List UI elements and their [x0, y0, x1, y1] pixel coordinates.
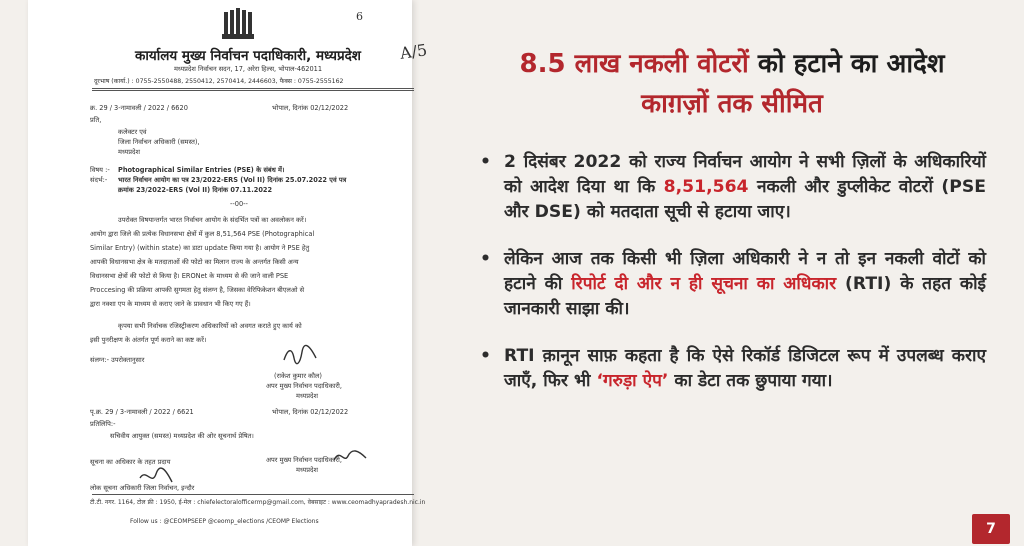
- body-line: कृपया सभी निर्वाचक रजिस्ट्रीकरण अधिकारियों को अवगत कराते हुए कार्य को: [118, 322, 302, 330]
- letter-date: भोपाल, दिनांक 02/12/2022: [272, 104, 349, 112]
- office-phone: दूरभाष (कार्या.) : 0755-2550488, 2550412, 2570414, 2446603, फैक्स : 0755-2555162: [94, 78, 344, 85]
- office-address: मध्यप्रदेश निर्वाचन सदन, 17, अरेरा हिल्स, भोपाल-462011: [173, 65, 323, 73]
- slide-title-line-1: [452, 44, 1012, 80]
- election-commission-logo-icon: [218, 8, 258, 42]
- bullet-marker: •: [480, 346, 491, 366]
- bullet-item: [478, 150, 986, 225]
- bullet-marker: •: [480, 249, 491, 269]
- bullet-text: का डेटा तक छुपाया गया।: [668, 371, 833, 391]
- office-title: कार्यालय मुख्य निर्वाचन पदाधिकारी, मध्यप्रदेश: [135, 48, 361, 64]
- to-label: प्रति,: [90, 116, 102, 124]
- signer2-state: मध्यप्रदेश: [296, 466, 318, 474]
- letter2-date: भोपाल, दिनांक 02/12/2022: [272, 408, 349, 416]
- slide-title-line-2: काग़ज़ों तक सीमित: [641, 89, 823, 119]
- bullet-text: RTI क़ानून साफ़ कहता है कि ऐसे रिकॉर्ड डिजिटल रूप में उपलब्ध कराए जाएँ, फिर भी: [504, 346, 986, 391]
- footer-contact: टी.टी. नगर. 1164, टोल फ्री : 1950, ई-मेल : chiefelectoralofficermp@gmail.com, वेबसाइट : www.ceomadhyapradesh.nic.in: [90, 499, 426, 506]
- lower-stamp: लोक सूचना अधिकारी जिला निर्वाचन, इन्दौर: [90, 484, 195, 492]
- reference-text-1: भारत निर्वाचन आयोग का पत्र 23/2022-ERS (Vol II) दिनांक 25.07.2022 एवं पत्र: [118, 176, 347, 184]
- bullet-text: 2 दिसंबर 2022 को राज्य निर्वाचन आयोग ने सभी ज़िलों के अधिकारियों को आदेश दिया था कि: [504, 152, 986, 197]
- body-line: विधानसभा क्षेत्रों की फोटो से किया है। ERONet के माध्यम से की जाने वाली PSE: [90, 272, 289, 280]
- handwritten-initials: A/5: [398, 40, 429, 63]
- body-line: आपकी विधानसभा क्षेत्र के मतदाताओं की फोटो का मिलान राज्य के अन्तर्गत किसी अन्य: [90, 258, 299, 266]
- footer-rule: [92, 494, 414, 495]
- bullet-text: लेकिन आज तक किसी भी ज़िला अधिकारी ने न तो इन नकली वोटों को हटाने की: [504, 249, 986, 294]
- bullet-text: (RTI) के तहत कोई जानकारी साझा की।: [504, 274, 986, 319]
- subject-label: विषय :-: [90, 166, 110, 174]
- body-line: आयोग द्वारा जिले की प्रत्येक विधानसभा क्षेत्रों में कुल 8,51,564 PSE (Photographical: [90, 230, 315, 238]
- signature-image: [282, 344, 318, 366]
- reference-label: संदर्भ:-: [90, 176, 108, 184]
- title-red-part: 8.5 लाख नकली वोटरों: [519, 49, 749, 79]
- header-rule: [92, 88, 414, 89]
- copy-text: सचिवीय आयुक्त (समस्त) मध्यप्रदेश की ओर सूचनार्थ प्रेषित।: [110, 432, 254, 440]
- rti-stamp: सूचना का अधिकार के तहत प्रदाय: [90, 458, 171, 466]
- bullet-highlight: रिपोर्ट दी और न ही सूचना का अधिकार: [571, 274, 837, 294]
- title-dark-part: को हटाने का आदेश: [748, 49, 945, 79]
- enclosure-note: संलग्न:- उपरोक्तानुसार: [90, 356, 145, 364]
- handwritten-number: 6: [356, 10, 363, 23]
- bullet-text: नकली और डुप्लीकेट वोटरों (PSE और DSE) को मतदाता सूची से हटाया जाए।: [504, 177, 986, 222]
- bullet-item: [478, 344, 986, 394]
- divider-text: --00--: [230, 200, 248, 208]
- letter-content: [70, 0, 429, 546]
- letter2-number: पृ.क्र. 29 / 3-नामावली / 2022 / 6621: [90, 408, 194, 416]
- body-line: उपरोक्त विषयान्तर्गत भारत निर्वाचन आयोग के संदर्भित पत्रों का अवलोकन करें।: [118, 216, 307, 224]
- signer-state: मध्यप्रदेश: [296, 392, 318, 400]
- footer-follow: Follow us : @CEOMPSEEP @ceomp_elections /CEOMP Elections: [130, 518, 319, 525]
- signer-name: (राकेश कुमार कौल): [274, 372, 322, 380]
- bullet-highlight: 8,51,564: [663, 177, 749, 197]
- bullet-item: [478, 247, 986, 322]
- page-number: 7: [972, 514, 1010, 544]
- body-line: द्वारा नक्शा एप के माध्यम से कराए जाने के प्रावधान भी किए गए हैं।: [90, 300, 251, 308]
- signer-title: अपर मुख्य निर्वाचन पदाधिकारी,: [266, 382, 342, 390]
- subject-text: Photographical Similar Entries (PSE) के संबंध में।: [118, 166, 285, 174]
- to-line-3: मध्यप्रदेश: [118, 148, 140, 156]
- body-line: Proccesing की प्रक्रिया आपकी सुगमता हेतु संलग्न है, जिसका वेरिफिकेशन बीएलओ से: [90, 286, 305, 294]
- scanned-letter: [28, 0, 429, 546]
- to-line-2: जिला निर्वाचन अधिकारी (समस्त),: [118, 138, 200, 146]
- signer2-title: अपर मुख्य निर्वाचन पदाधिकारी,: [266, 456, 342, 464]
- reference-text-2: क्रमांक 23/2022-ERS (Vol II) दिनांक 07.11.2022: [118, 186, 273, 194]
- body-line: इसी पुनरीक्षण के अंतर्गत पूर्ण कराने का कष्ट करें।: [90, 336, 207, 344]
- bullet-highlight: ‘गरुड़ा ऐप’: [596, 371, 669, 391]
- letter-number: क्र. 29 / 3-नामावली / 2022 / 6620: [90, 104, 188, 112]
- header-rule-2: [92, 90, 414, 91]
- body-line: Similar Entry) (within state) का डाटा update किया गया है। आयोग ने PSE हेतु: [90, 244, 310, 252]
- bullet-list: [478, 150, 986, 416]
- to-line-1: कलेक्टर एवं: [118, 128, 147, 136]
- bullet-marker: •: [480, 152, 491, 172]
- copy-label: प्रतिलिपि:-: [90, 420, 116, 428]
